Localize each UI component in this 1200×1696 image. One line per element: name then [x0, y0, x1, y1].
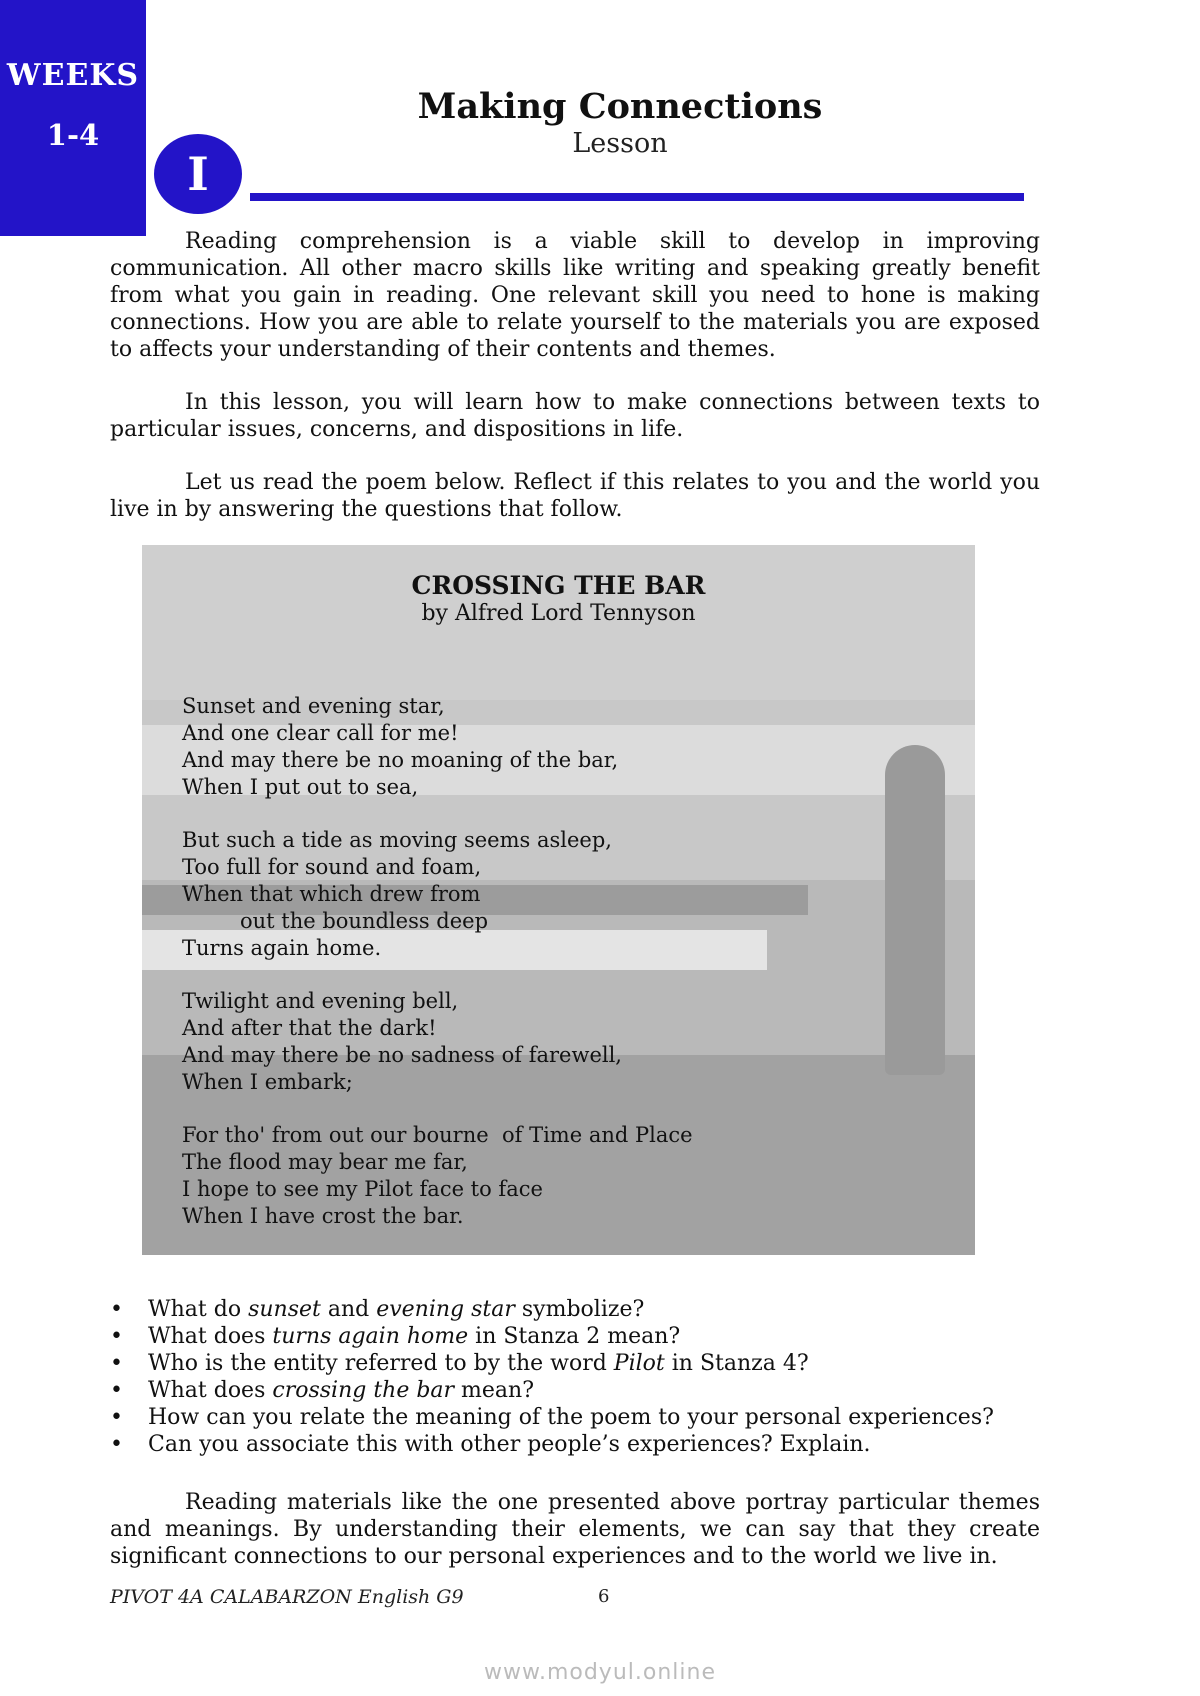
footer-source: PIVOT 4A CALABARZON English G9: [110, 1586, 464, 1608]
poem-stanza-4: [182, 1122, 693, 1230]
poem-line: And may there be no sadness of farewell,: [182, 1043, 622, 1067]
poem-title: CROSSING THE BAR: [411, 571, 706, 600]
bullet-icon: •: [110, 1351, 123, 1376]
poem-line: And may there be no moaning of the bar,: [182, 748, 619, 772]
question-list: [110, 1296, 1040, 1458]
question-item: [110, 1296, 1040, 1323]
question-text: Who is the entity referred to by the word: [148, 1351, 614, 1376]
question-text: What does: [148, 1324, 273, 1349]
poem-stanza-1: [182, 693, 618, 801]
bullet-icon: •: [110, 1297, 123, 1322]
poem-line: When I put out to sea,: [182, 775, 419, 799]
question-text: Can you associate this with other people’s experiences? Explain.: [148, 1432, 871, 1457]
bullet-icon: •: [110, 1378, 123, 1403]
silhouette-figure: [885, 745, 945, 1075]
bullet-icon: •: [110, 1432, 123, 1457]
weeks-banner: [0, 0, 146, 236]
question-text: What does: [148, 1378, 273, 1403]
question-item: [110, 1431, 1040, 1458]
poem-stanza-2: [182, 827, 612, 962]
poem-line: I hope to see my Pilot face to face: [182, 1177, 543, 1201]
weeks-range: 1-4: [46, 118, 100, 152]
poem-line: But such a tide as moving seems asleep,: [182, 828, 612, 852]
question-emphasis: sunset: [248, 1297, 321, 1322]
poem-line: The flood may bear me far,: [182, 1150, 468, 1174]
question-text: symbolize?: [514, 1297, 645, 1322]
question-text: in Stanza 4?: [664, 1351, 809, 1376]
closing-paragraph: Reading materials like the one presented above portray particular themes and meanings. By understanding their elements, we can say that they create significant connections to our personal experiences and to the world we live in.: [110, 1490, 1040, 1569]
page-number: 6: [598, 1586, 610, 1607]
poem-line: Twilight and evening bell,: [182, 989, 459, 1013]
poem-line: When I have crost the bar.: [182, 1204, 464, 1228]
poem-line: And after that the dark!: [182, 1016, 437, 1040]
poem-line: out the boundless deep: [240, 909, 489, 933]
poem-line: And one clear call for me!: [182, 721, 459, 745]
question-item: [110, 1350, 1040, 1377]
question-text: How can you relate the meaning of the poem to your personal experiences?: [148, 1405, 994, 1430]
poem-author: by Alfred Lord Tennyson: [421, 601, 696, 626]
poem-line: For tho' from out our bourne of Time and Place: [182, 1123, 693, 1147]
title-divider: [250, 193, 1024, 201]
intro-paragraph-1: Reading comprehension is a viable skill to develop in improving communication. All other macro skills like writing and speaking greatly benefit from what you gain in reading. One relevant skill you need to hone is making connections. How you are able to relate yourself to the materials you are exposed to affects your understanding of their contents and themes.: [110, 229, 1040, 362]
question-text: What do: [148, 1297, 249, 1322]
watermark: www.modyul.online: [484, 1660, 716, 1685]
question-emphasis: turns again home: [272, 1324, 469, 1349]
page-subtitle: Lesson: [572, 128, 668, 159]
question-emphasis: Pilot: [613, 1351, 665, 1376]
poem-line: When that which drew from: [182, 882, 481, 906]
poem-line: Sunset and evening star,: [182, 694, 445, 718]
poem-line: Turns again home.: [182, 936, 382, 960]
question-text: mean?: [454, 1378, 535, 1403]
question-text: and: [320, 1297, 377, 1322]
poem-line: Too full for sound and foam,: [182, 855, 482, 879]
weeks-label: WEEKS: [6, 58, 140, 93]
poem-line: When I embark;: [182, 1070, 353, 1094]
question-text: in Stanza 2 mean?: [468, 1324, 681, 1349]
question-item: [110, 1323, 1040, 1350]
question-emphasis: crossing the bar: [272, 1378, 455, 1403]
question-item: [110, 1404, 1040, 1431]
lesson-number-badge: I: [154, 134, 242, 214]
page-title: Making Connections: [417, 86, 823, 127]
bullet-icon: •: [110, 1405, 123, 1430]
intro-paragraph-3: Let us read the poem below. Reflect if this relates to you and the world you live in by answering the questions that follow.: [110, 470, 1040, 522]
intro-paragraph-2: In this lesson, you will learn how to make connections between texts to particular issues, concerns, and dispositions in life.: [110, 390, 1040, 442]
poem-stanza-3: [182, 988, 622, 1096]
question-item: [110, 1377, 1040, 1404]
bullet-icon: •: [110, 1324, 123, 1349]
question-emphasis: evening star: [376, 1297, 515, 1322]
poem-panel: [142, 545, 975, 1255]
